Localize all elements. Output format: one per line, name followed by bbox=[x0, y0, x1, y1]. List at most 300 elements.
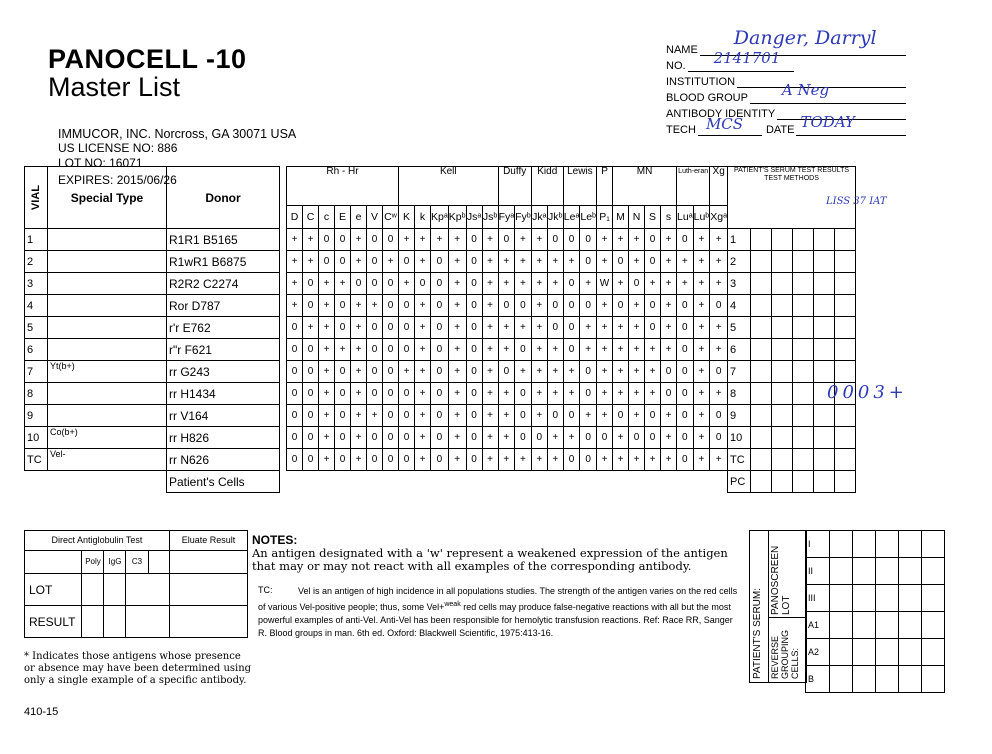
antigen-cell: + bbox=[335, 339, 351, 361]
side-result-cell[interactable] bbox=[830, 558, 853, 585]
side-result-cell[interactable] bbox=[853, 585, 876, 612]
side-result-cell[interactable] bbox=[922, 639, 945, 666]
panel-subtitle: Master List bbox=[48, 72, 181, 102]
result-cell[interactable] bbox=[751, 295, 772, 317]
antigen-cell: 0 bbox=[580, 361, 597, 383]
antigen-cell: 0 bbox=[303, 427, 319, 449]
donor-cell: R1wR1 B6875 bbox=[167, 251, 280, 273]
result-cell[interactable] bbox=[772, 449, 793, 471]
antigen-header: Xgᵃ bbox=[710, 206, 728, 229]
result-row-label: 1 bbox=[728, 229, 751, 251]
result-cell[interactable] bbox=[814, 295, 835, 317]
antigen-cell: + bbox=[613, 449, 629, 471]
dat-c3: C3 bbox=[125, 551, 149, 573]
antigen-cell: + bbox=[367, 405, 383, 427]
name-label: NAME bbox=[666, 44, 698, 56]
antigen-cell: + bbox=[383, 251, 399, 273]
antigen-cell: 0 bbox=[515, 383, 532, 405]
antigen-cell: 0 bbox=[563, 273, 580, 295]
antigen-group-header: Kidd bbox=[531, 167, 563, 206]
vial-cell: TC bbox=[25, 449, 48, 471]
antigen-cell: + bbox=[597, 339, 613, 361]
result-cell[interactable] bbox=[835, 295, 856, 317]
antigen-cell: 0 bbox=[580, 229, 597, 251]
tech-label: TECH bbox=[666, 124, 696, 136]
antigen-header: Fyᵃ bbox=[498, 206, 515, 229]
antigen-cell: + bbox=[629, 251, 645, 273]
date-label: DATE bbox=[765, 124, 795, 136]
antigen-cell: 0 bbox=[629, 273, 645, 295]
antigen-cell: 0 bbox=[399, 317, 415, 339]
side-result-cell[interactable] bbox=[876, 666, 899, 693]
antigen-cell: 0 bbox=[431, 405, 449, 427]
vial-cell: 7 bbox=[25, 361, 48, 383]
antigram-table bbox=[24, 166, 856, 493]
antigen-cell: 0 bbox=[547, 229, 563, 251]
result-cell: 0 bbox=[842, 382, 858, 403]
side-result-cell[interactable] bbox=[853, 612, 876, 639]
antigen-cell: + bbox=[710, 449, 728, 471]
antigen-cell: + bbox=[677, 273, 694, 295]
side-result-cell[interactable] bbox=[899, 531, 922, 558]
antigen-cell: + bbox=[613, 427, 629, 449]
antigen-cell: 0 bbox=[335, 317, 351, 339]
antigen-cell: 0 bbox=[367, 339, 383, 361]
result-cell[interactable] bbox=[814, 427, 835, 449]
table-row bbox=[25, 251, 856, 273]
pc-label: PC bbox=[728, 471, 751, 493]
antigen-cell: 0 bbox=[335, 383, 351, 405]
antigen-cell: 0 bbox=[399, 405, 415, 427]
antigen-cell: 0 bbox=[303, 295, 319, 317]
antigen-cell: 0 bbox=[466, 449, 482, 471]
antigen-cell: + bbox=[498, 339, 515, 361]
tech-value: MCS bbox=[705, 115, 744, 133]
antigen-cell: + bbox=[531, 361, 547, 383]
vial-cell: 6 bbox=[25, 339, 48, 361]
antigen-cell: 0 bbox=[466, 339, 482, 361]
antigen-cell: 0 bbox=[287, 339, 303, 361]
antigen-cell: 0 bbox=[563, 449, 580, 471]
result-cell[interactable] bbox=[793, 427, 814, 449]
result-cell[interactable] bbox=[793, 273, 814, 295]
antigen-cell: 0 bbox=[399, 295, 415, 317]
antigen-cell: + bbox=[415, 339, 431, 361]
antigen-cell: + bbox=[580, 339, 597, 361]
test-method-handwritten: LISS 37 IAT bbox=[826, 196, 887, 207]
antigen-cell: + bbox=[448, 339, 466, 361]
antigen-cell: 0 bbox=[466, 361, 482, 383]
antigen-cell: 0 bbox=[335, 427, 351, 449]
antigen-cell: + bbox=[399, 361, 415, 383]
antigen-cell: + bbox=[547, 273, 563, 295]
antigen-cell: + bbox=[693, 339, 710, 361]
antigen-cell: + bbox=[710, 317, 728, 339]
result-cell[interactable] bbox=[751, 383, 772, 405]
antigen-cell: + bbox=[415, 295, 431, 317]
antigen-cell: W bbox=[597, 273, 613, 295]
antigen-cell: + bbox=[563, 251, 580, 273]
antigen-cell: 0 bbox=[431, 339, 449, 361]
result-cell[interactable] bbox=[793, 295, 814, 317]
side-result-cell[interactable] bbox=[830, 612, 853, 639]
dat-result-label: RESULT bbox=[29, 615, 76, 629]
result-cell[interactable] bbox=[835, 449, 856, 471]
result-cell[interactable] bbox=[772, 405, 793, 427]
antigen-header: Kpᵃ bbox=[431, 206, 449, 229]
vial-cell: 8 bbox=[25, 383, 48, 405]
antigen-cell: + bbox=[482, 273, 498, 295]
special-cell bbox=[48, 295, 167, 317]
antigen-cell: + bbox=[629, 405, 645, 427]
result-cell[interactable] bbox=[814, 361, 835, 383]
result-cell[interactable] bbox=[772, 361, 793, 383]
side-result-cell[interactable] bbox=[899, 666, 922, 693]
result-cell[interactable] bbox=[772, 251, 793, 273]
side-result-cell[interactable] bbox=[876, 531, 899, 558]
antigen-group-header: Rh - Hr bbox=[287, 167, 399, 206]
side-result-cell[interactable] bbox=[876, 639, 899, 666]
antigen-cell: + bbox=[629, 229, 645, 251]
antigen-cell: 0 bbox=[383, 405, 399, 427]
antigen-cell: + bbox=[531, 317, 547, 339]
result-cell[interactable] bbox=[751, 405, 772, 427]
antigen-cell: + bbox=[287, 251, 303, 273]
antigen-cell: + bbox=[415, 251, 431, 273]
antigen-header: e bbox=[351, 206, 367, 229]
tc-label: TC: bbox=[258, 585, 273, 595]
result-cell[interactable] bbox=[793, 471, 814, 493]
antigen-cell: 0 bbox=[710, 295, 728, 317]
antigen-cell: + bbox=[661, 273, 677, 295]
antigen-cell: + bbox=[482, 251, 498, 273]
result-cell[interactable] bbox=[751, 273, 772, 295]
antigen-cell: + bbox=[710, 383, 728, 405]
dat-poly: Poly bbox=[81, 551, 104, 573]
antigen-cell: + bbox=[351, 229, 367, 251]
side-result-cell[interactable] bbox=[876, 612, 899, 639]
result-cell[interactable] bbox=[772, 471, 793, 493]
result-cell[interactable] bbox=[772, 229, 793, 251]
antigen-cell: 0 bbox=[677, 449, 694, 471]
antigen-cell: 0 bbox=[431, 273, 449, 295]
antigen-cell: + bbox=[482, 449, 498, 471]
antigen-cell: 0 bbox=[431, 383, 449, 405]
side-result-cell[interactable] bbox=[876, 585, 899, 612]
antigen-header: Kpᵇ bbox=[448, 206, 466, 229]
antigen-cell: + bbox=[547, 361, 563, 383]
antigen-cell: 0 bbox=[613, 295, 629, 317]
antigen-cell: + bbox=[693, 273, 710, 295]
antigen-cell: + bbox=[629, 383, 645, 405]
name-line bbox=[666, 27, 906, 56]
antigen-cell: 0 bbox=[677, 295, 694, 317]
antigen-cell: + bbox=[319, 273, 335, 295]
donor-header: Donor bbox=[167, 167, 280, 229]
antigen-cell: 0 bbox=[563, 339, 580, 361]
antigen-group-header: Kell bbox=[399, 167, 499, 206]
result-cell[interactable] bbox=[835, 251, 856, 273]
antigen-cell: 0 bbox=[431, 317, 449, 339]
antigen-header: Jsᵇ bbox=[482, 206, 498, 229]
antigen-cell: 0 bbox=[677, 361, 694, 383]
result-cell[interactable] bbox=[772, 273, 793, 295]
antigen-cell: + bbox=[482, 295, 498, 317]
antigen-cell: 0 bbox=[710, 427, 728, 449]
antigen-cell: + bbox=[597, 361, 613, 383]
side-result-cell[interactable] bbox=[830, 531, 853, 558]
antigen-cell: + bbox=[367, 295, 383, 317]
result-cell[interactable] bbox=[814, 317, 835, 339]
side-result-cell[interactable] bbox=[853, 639, 876, 666]
result-cell[interactable] bbox=[835, 229, 856, 251]
antigen-cell: + bbox=[597, 383, 613, 405]
antigen-cell: + bbox=[448, 427, 466, 449]
antigen-cell: 0 bbox=[367, 317, 383, 339]
result-cell[interactable] bbox=[793, 251, 814, 273]
antigen-cell: + bbox=[661, 449, 677, 471]
side-result-cell[interactable] bbox=[830, 666, 853, 693]
antigen-cell: 0 bbox=[383, 427, 399, 449]
result-cell[interactable] bbox=[835, 471, 856, 493]
side-result-cell[interactable] bbox=[922, 558, 945, 585]
antigen-cell: 0 bbox=[431, 449, 449, 471]
antigen-cell: + bbox=[351, 339, 367, 361]
antigen-cell: 0 bbox=[431, 427, 449, 449]
antigen-cell: 0 bbox=[415, 273, 431, 295]
antigen-cell: 0 bbox=[466, 295, 482, 317]
antigen-cell: + bbox=[531, 339, 547, 361]
antigen-cell: 0 bbox=[515, 405, 532, 427]
lot-info: LOT NO: 16071 bbox=[58, 156, 143, 170]
side-row-label: A1 bbox=[806, 612, 830, 639]
antigen-cell: + bbox=[661, 339, 677, 361]
antigen-cell: 0 bbox=[287, 383, 303, 405]
result-cell[interactable] bbox=[751, 317, 772, 339]
antigen-header: k bbox=[415, 206, 431, 229]
antigen-cell: + bbox=[693, 449, 710, 471]
antigen-cell: 0 bbox=[383, 361, 399, 383]
result-cell[interactable] bbox=[814, 339, 835, 361]
result-cell[interactable] bbox=[793, 317, 814, 339]
antigen-cell: 0 bbox=[515, 427, 532, 449]
result-cell[interactable] bbox=[835, 273, 856, 295]
antigen-cell: + bbox=[645, 339, 661, 361]
side-row-label: I bbox=[806, 531, 830, 558]
antigen-cell: 0 bbox=[287, 427, 303, 449]
antigen-header: P₁ bbox=[597, 206, 613, 229]
result-cell[interactable] bbox=[835, 317, 856, 339]
panoscreen-label: PANOSCREEN LOT bbox=[770, 545, 792, 615]
table-row bbox=[25, 229, 856, 251]
result-cell[interactable] bbox=[814, 471, 835, 493]
antigen-cell: + bbox=[482, 405, 498, 427]
result-cell[interactable] bbox=[835, 339, 856, 361]
side-result-cell[interactable] bbox=[853, 558, 876, 585]
antigen-group-header: Xg bbox=[710, 167, 728, 206]
antigen-cell: 0 bbox=[431, 361, 449, 383]
result-cell[interactable] bbox=[835, 405, 856, 427]
donor-cell: R2R2 C2274 bbox=[167, 273, 280, 295]
side-result-cell[interactable] bbox=[922, 612, 945, 639]
antigen-cell: + bbox=[693, 427, 710, 449]
vial-header: VIAL bbox=[25, 167, 48, 229]
antigen-header: C bbox=[303, 206, 319, 229]
side-result-cell[interactable] bbox=[899, 612, 922, 639]
row7-handwritten-results bbox=[827, 382, 908, 403]
no-value: 2141701 bbox=[713, 49, 781, 67]
patient-cells-label: Patient's Cells bbox=[167, 471, 280, 493]
antigen-cell: 0 bbox=[287, 405, 303, 427]
antigen-cell: + bbox=[597, 405, 613, 427]
table-row bbox=[25, 405, 856, 427]
dat-igg: IgG bbox=[103, 551, 126, 573]
result-cell[interactable] bbox=[793, 229, 814, 251]
antigen-cell: 0 bbox=[645, 427, 661, 449]
antigen-cell: 0 bbox=[303, 339, 319, 361]
result-cell[interactable] bbox=[751, 471, 772, 493]
antigen-cell: + bbox=[661, 229, 677, 251]
antigen-cell: + bbox=[580, 317, 597, 339]
antigen-cell: 0 bbox=[563, 295, 580, 317]
result-cell[interactable] bbox=[793, 383, 814, 405]
antigen-cell: 0 bbox=[498, 295, 515, 317]
result-cell[interactable] bbox=[772, 339, 793, 361]
asterisk-note: * Indicates those antigens whose presence or absence may have been determined using only a single example of a specific antibody. bbox=[24, 651, 252, 686]
license-info: US LICENSE NO: 886 bbox=[58, 141, 178, 155]
antigen-cell: 0 bbox=[531, 427, 547, 449]
side-result-cell[interactable] bbox=[830, 639, 853, 666]
antigen-cell: + bbox=[319, 339, 335, 361]
donor-cell: rr G243 bbox=[167, 361, 280, 383]
antigen-cell: 0 bbox=[319, 251, 335, 273]
result-cell[interactable] bbox=[751, 339, 772, 361]
side-result-cell[interactable] bbox=[830, 585, 853, 612]
result-cell[interactable] bbox=[751, 361, 772, 383]
antigen-cell: + bbox=[319, 449, 335, 471]
antigen-cell: 0 bbox=[547, 317, 563, 339]
no-label: NO. bbox=[666, 60, 686, 72]
side-result-cell[interactable] bbox=[853, 531, 876, 558]
result-cell[interactable] bbox=[793, 405, 814, 427]
antigen-cell: + bbox=[547, 449, 563, 471]
antigen-cell: 0 bbox=[335, 405, 351, 427]
side-result-cell[interactable] bbox=[876, 558, 899, 585]
result-cell[interactable] bbox=[793, 339, 814, 361]
form-number: 410-15 bbox=[24, 706, 59, 718]
donor-cell: R1R1 B5165 bbox=[167, 229, 280, 251]
result-cell[interactable] bbox=[793, 361, 814, 383]
antigen-cell: + bbox=[515, 449, 532, 471]
antigen-cell: 0 bbox=[466, 273, 482, 295]
result-cell[interactable] bbox=[814, 273, 835, 295]
result-cell[interactable] bbox=[751, 427, 772, 449]
result-cell[interactable] bbox=[772, 383, 793, 405]
antigen-group-header: Duffy bbox=[498, 167, 531, 206]
side-row-label: III bbox=[806, 585, 830, 612]
antigen-cell: + bbox=[677, 251, 694, 273]
antigen-cell: 0 bbox=[677, 339, 694, 361]
antigen-cell: 0 bbox=[383, 317, 399, 339]
antigen-cell: + bbox=[515, 251, 532, 273]
result-cell[interactable] bbox=[751, 449, 772, 471]
antigen-header: Leᵇ bbox=[580, 206, 597, 229]
side-result-cell[interactable] bbox=[922, 585, 945, 612]
antigen-cell: + bbox=[531, 273, 547, 295]
donor-cell: rr V164 bbox=[167, 405, 280, 427]
result-cell[interactable] bbox=[814, 229, 835, 251]
antigen-cell: + bbox=[629, 449, 645, 471]
result-cell[interactable] bbox=[751, 251, 772, 273]
side-result-cell[interactable] bbox=[899, 558, 922, 585]
antigen-cell: 0 bbox=[431, 295, 449, 317]
eluate-title: Eluate Result bbox=[170, 531, 247, 551]
antigen-cell: + bbox=[629, 361, 645, 383]
result-cell[interactable] bbox=[772, 295, 793, 317]
antigen-cell: 0 bbox=[466, 383, 482, 405]
antigen-header: D bbox=[287, 206, 303, 229]
antigen-cell: + bbox=[351, 383, 367, 405]
antigen-cell: 0 bbox=[383, 449, 399, 471]
antigen-cell: + bbox=[303, 229, 319, 251]
antigen-cell: 0 bbox=[645, 251, 661, 273]
antigen-cell: 0 bbox=[466, 251, 482, 273]
antigen-cell: 0 bbox=[547, 405, 563, 427]
antigen-cell: 0 bbox=[287, 449, 303, 471]
antigen-cell: + bbox=[415, 361, 431, 383]
antigen-header: Luᵇ bbox=[693, 206, 710, 229]
antigen-cell: + bbox=[498, 383, 515, 405]
blood-group-label: BLOOD GROUP bbox=[666, 92, 748, 104]
side-result-cell[interactable] bbox=[922, 666, 945, 693]
result-cell[interactable] bbox=[814, 449, 835, 471]
result-cell[interactable] bbox=[814, 405, 835, 427]
antigen-cell: + bbox=[319, 361, 335, 383]
panel-title: PANOCELL -10 bbox=[48, 44, 247, 74]
result-cell[interactable] bbox=[772, 317, 793, 339]
side-result-cell[interactable] bbox=[899, 639, 922, 666]
antigen-cell: + bbox=[498, 427, 515, 449]
side-result-cell[interactable] bbox=[899, 585, 922, 612]
result-cell[interactable] bbox=[793, 449, 814, 471]
antigen-cell: + bbox=[597, 295, 613, 317]
antigen-cell: 0 bbox=[661, 361, 677, 383]
result-cell[interactable] bbox=[835, 427, 856, 449]
antigen-cell: + bbox=[448, 449, 466, 471]
result-cell[interactable] bbox=[835, 361, 856, 383]
side-row-label: II bbox=[806, 558, 830, 585]
antigen-cell: + bbox=[563, 383, 580, 405]
antigen-cell: + bbox=[415, 383, 431, 405]
antigen-cell: + bbox=[351, 295, 367, 317]
result-cell[interactable] bbox=[772, 427, 793, 449]
expires-info: EXPIRES: 2015/06/26 bbox=[58, 173, 177, 187]
dat-lot-label: LOT bbox=[29, 583, 53, 597]
antigen-cell: 0 bbox=[383, 295, 399, 317]
antigen-header: Jsᵃ bbox=[466, 206, 482, 229]
result-cell[interactable] bbox=[814, 251, 835, 273]
antigen-cell: 0 bbox=[383, 339, 399, 361]
antigen-cell: + bbox=[351, 251, 367, 273]
antigen-cell: + bbox=[319, 427, 335, 449]
result-cell[interactable] bbox=[751, 229, 772, 251]
antigen-cell: 0 bbox=[613, 251, 629, 273]
antigen-cell: 0 bbox=[399, 339, 415, 361]
side-result-cell[interactable] bbox=[922, 531, 945, 558]
antigen-cell: + bbox=[448, 383, 466, 405]
result-row-label: 5 bbox=[728, 317, 751, 339]
side-result-cell[interactable] bbox=[853, 666, 876, 693]
